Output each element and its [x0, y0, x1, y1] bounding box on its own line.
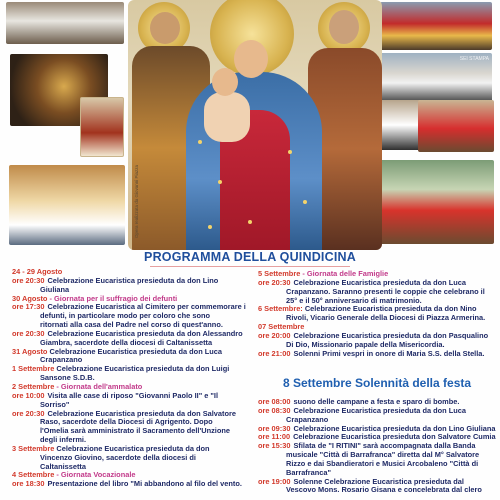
- schedule-text: Celebrazione Eucaristica presieduta da don Luigi: [54, 365, 230, 374]
- schedule-entry: [258, 279, 496, 288]
- schedule-right-column: [258, 270, 496, 358]
- photo-street-procession: [9, 165, 125, 245]
- schedule-text: l'Omelia sarà amministrato il Sacramento dell'Unzione: [40, 427, 230, 436]
- schedule-continuation: [12, 463, 252, 472]
- schedule-time: ore 18:30: [12, 480, 45, 489]
- schedule-time: ore 08:00: [258, 398, 291, 406]
- schedule-text: defunti, in particolare modo per coloro che sono: [40, 312, 211, 321]
- schedule-time: ore 09:30: [258, 424, 291, 433]
- schedule-text: Crapanzano: [286, 415, 329, 424]
- schedule-entry: [258, 433, 496, 442]
- schedule-text: Celebrazione Eucaristica presieduta da don Alessandro: [47, 329, 243, 338]
- schedule-continuation: [258, 416, 496, 425]
- schedule-time: ore 17:30: [12, 303, 45, 312]
- schedule-date-line: [12, 445, 252, 454]
- schedule-text: Caltanissetta: [40, 462, 87, 471]
- schedule-entry: [258, 407, 496, 416]
- schedule-text: Celebrazione Eucaristica presieduta da don Pasqualino: [293, 331, 489, 340]
- schedule-time: ore 08:30: [258, 406, 291, 415]
- schedule-date-line: [12, 268, 252, 277]
- feast-day-title: 8 Settembre Solennità della festa: [282, 376, 472, 390]
- schedule-text: Celebrazione Eucaristica presieduta da don Nino: [302, 305, 477, 314]
- schedule-continuation: [12, 312, 252, 321]
- schedule-text: Celebrazione Eucaristica presieduta da don Salvatore: [47, 409, 236, 418]
- schedule-text: Vincenzo Giovino, sacerdote della diocesi di: [40, 453, 196, 462]
- face-child: [212, 68, 238, 96]
- face-mary: [234, 40, 268, 78]
- photo-painted-icon: [80, 97, 124, 157]
- schedule-time: ore 10:00: [12, 391, 45, 400]
- face-joseph: [150, 12, 180, 44]
- schedule-time: ore 15:30: [258, 442, 291, 451]
- schedule-text: Celebrazione Eucaristica presieduta da don: [54, 444, 210, 453]
- schedule-continuation: [258, 288, 496, 297]
- stampa-label: SEI STAMPA: [459, 56, 489, 62]
- schedule-date-line: [258, 270, 496, 279]
- schedule-continuation: [12, 286, 252, 295]
- schedule-entry: [258, 350, 496, 359]
- schedule-continuation: [12, 427, 252, 436]
- feast-day-schedule: [258, 398, 496, 495]
- star-ornament: [288, 150, 292, 154]
- schedule-continuation: [258, 314, 496, 323]
- schedule-text: 25° e il 50° anniversario di matrimonio.: [286, 296, 422, 305]
- schedule-continuation: [258, 451, 496, 460]
- star-ornament: [218, 180, 222, 184]
- schedule-text: Visita alle case di riposo "Giovanni Paolo II" e "Il: [47, 391, 219, 400]
- schedule-continuation: [12, 436, 252, 445]
- schedule-entry: [12, 277, 252, 286]
- schedule-date: 3 Settembre: [12, 444, 55, 453]
- schedule-continuation: [12, 374, 252, 383]
- schedule-day-name: - Giornata dell'ammalato: [54, 382, 143, 391]
- schedule-date: 5 Settembre: [258, 270, 301, 278]
- photo-ritini-parade: [380, 2, 492, 50]
- schedule-date-line: [12, 348, 252, 357]
- schedule-entry: [258, 442, 496, 451]
- schedule-text: musicale "Città di Barrafranca" diretta dal M° Salvatore: [286, 451, 480, 460]
- schedule-text: Barrafranca": [286, 468, 331, 477]
- star-ornament: [248, 220, 252, 224]
- schedule-text: Giambra, sacerdote della diocesi di Caltanissetta: [40, 338, 213, 347]
- star-ornament: [198, 140, 202, 144]
- schedule-continuation: [258, 341, 496, 350]
- schedule-entry: [12, 330, 252, 339]
- schedule-entry: [258, 398, 496, 407]
- schedule-day-name: - Giornata Vocazionale: [54, 471, 136, 480]
- schedule-left-column: [12, 268, 252, 489]
- schedule-text: ritornati alla casa del Padre nel corso di quest'anno.: [40, 321, 223, 330]
- photo-flag-wavers: [418, 100, 494, 152]
- schedule-text: Raso, sacerdote della Diocesi di Agrigento. Dopo: [40, 418, 213, 427]
- photo-ritini-float: [378, 160, 494, 244]
- schedule-entry: [12, 480, 252, 489]
- schedule-time: ore 11:00: [258, 433, 291, 442]
- schedule-text: Celebrazione Eucaristica presieduta da don Lino: [47, 276, 219, 285]
- schedule-continuation: [258, 469, 496, 478]
- schedule-continuation: [12, 356, 252, 365]
- schedule-date-line: [12, 383, 252, 392]
- star-ornament: [303, 200, 307, 204]
- schedule-date: 30 Agosto: [12, 294, 48, 303]
- schedule-text: Solenni Primi vespri in onore di Maria S.S. della Stella.: [293, 349, 485, 358]
- schedule-text: Celebrazione Eucaristica presieduta da don Luca: [47, 347, 223, 356]
- schedule-continuation: [258, 460, 496, 469]
- schedule-date-line: [12, 471, 252, 480]
- schedule-date: 24 - 29 Agosto: [12, 268, 63, 276]
- schedule-time: ore 20:30: [12, 276, 45, 285]
- schedule-date: 6 Settembre:: [258, 305, 303, 314]
- schedule-text: Sfilata de "I RITINI" sarà accompagnata dalla Banda: [293, 442, 476, 451]
- schedule-text: Rivoli, Vicario Generale della Diocesi di Piazza Armerina.: [286, 314, 486, 323]
- schedule-text: Sorriso": [40, 400, 70, 409]
- schedule-text: suono delle campane a festa e sparo di bombe.: [293, 398, 460, 406]
- schedule-continuation: [258, 297, 496, 306]
- schedule-entry: [258, 332, 496, 341]
- schedule-date: 07 Settembre: [258, 323, 305, 332]
- schedule-date: 2 Settembre: [12, 382, 55, 391]
- schedule-text: Sansone S.D.B.: [40, 374, 95, 383]
- figure-child-jesus: [204, 92, 250, 142]
- schedule-text: Celebrazione Eucaristica al Cimitero per commemorare i: [47, 303, 246, 312]
- schedule-day-name: - Giornata delle Famiglie: [300, 270, 389, 278]
- schedule-text: Giuliana: [40, 285, 70, 294]
- schedule-continuation: [258, 486, 496, 495]
- schedule-continuation: [12, 339, 252, 348]
- icon-caption: Opera realizzata da Giovanni Piazza: [134, 164, 139, 238]
- schedule-date-line: [12, 365, 252, 374]
- schedule-text: Di Dio, Missionario papale della Misericordia.: [286, 340, 445, 349]
- schedule-text: Presentazione del libro "Mi abbandono al filo del vento.: [47, 480, 242, 489]
- schedule-date: 31 Agosto: [12, 347, 48, 356]
- schedule-entry: [12, 392, 252, 401]
- madonna-icon-image: [128, 0, 382, 250]
- schedule-continuation: [12, 321, 252, 330]
- schedule-entry: [12, 410, 252, 419]
- schedule-entry: [258, 425, 496, 434]
- schedule-continuation: [12, 454, 252, 463]
- schedule-time: ore 20:00: [258, 331, 291, 340]
- schedule-text: Crapanzano. Saranno presenti le coppie che celebrano il: [286, 287, 485, 296]
- schedule-text: Celebrazione Eucaristica presieduta da don Lino Giuliana: [293, 424, 496, 433]
- photo-procession-crowd: [6, 2, 124, 44]
- schedule-text: Celebrazione Eucaristica presieduta da don Luca: [293, 406, 466, 415]
- schedule-text: degli infermi.: [40, 436, 86, 445]
- schedule-date: 1 Settembre: [12, 365, 55, 374]
- face-john: [329, 10, 359, 44]
- star-ornament: [208, 225, 212, 229]
- schedule-date-line: [12, 295, 252, 304]
- schedule-date-line: [258, 323, 496, 332]
- program-title: PROGRAMMA DELLA QUINDICINA: [144, 250, 356, 264]
- schedule-time: ore 20:30: [258, 278, 291, 287]
- schedule-text: Crapanzano: [40, 356, 83, 365]
- title-divider: [150, 266, 350, 267]
- schedule-date: 4 Settembre: [12, 471, 55, 480]
- schedule-text: Celebrazione Eucaristica presieduta don Salvatore Cumia: [293, 433, 496, 442]
- schedule-text: Vescovo Mons. Rosario Gisana e concelebrata dal clero: [286, 486, 482, 495]
- schedule-time: ore 19:00: [258, 477, 291, 486]
- schedule-time: ore 20:30: [12, 409, 45, 418]
- schedule-time: ore 21:00: [258, 349, 291, 358]
- schedule-time: ore 20:30: [12, 329, 45, 338]
- schedule-text: Celebrazione Eucaristica presieduta da don Luca: [293, 278, 466, 287]
- schedule-continuation: [12, 418, 252, 427]
- schedule-entry: [258, 478, 496, 487]
- schedule-entry: [12, 303, 252, 312]
- schedule-text: Solenne Celebrazione Eucaristica presieduta dal: [293, 477, 464, 486]
- schedule-continuation: [12, 401, 252, 410]
- schedule-text: Rizzo e dai Sbandieratori e Musici Arcobaleno "Città di: [286, 459, 479, 468]
- schedule-day-name: - Giornata per il suffragio dei defunti: [47, 294, 178, 303]
- schedule-date-line: [258, 305, 496, 314]
